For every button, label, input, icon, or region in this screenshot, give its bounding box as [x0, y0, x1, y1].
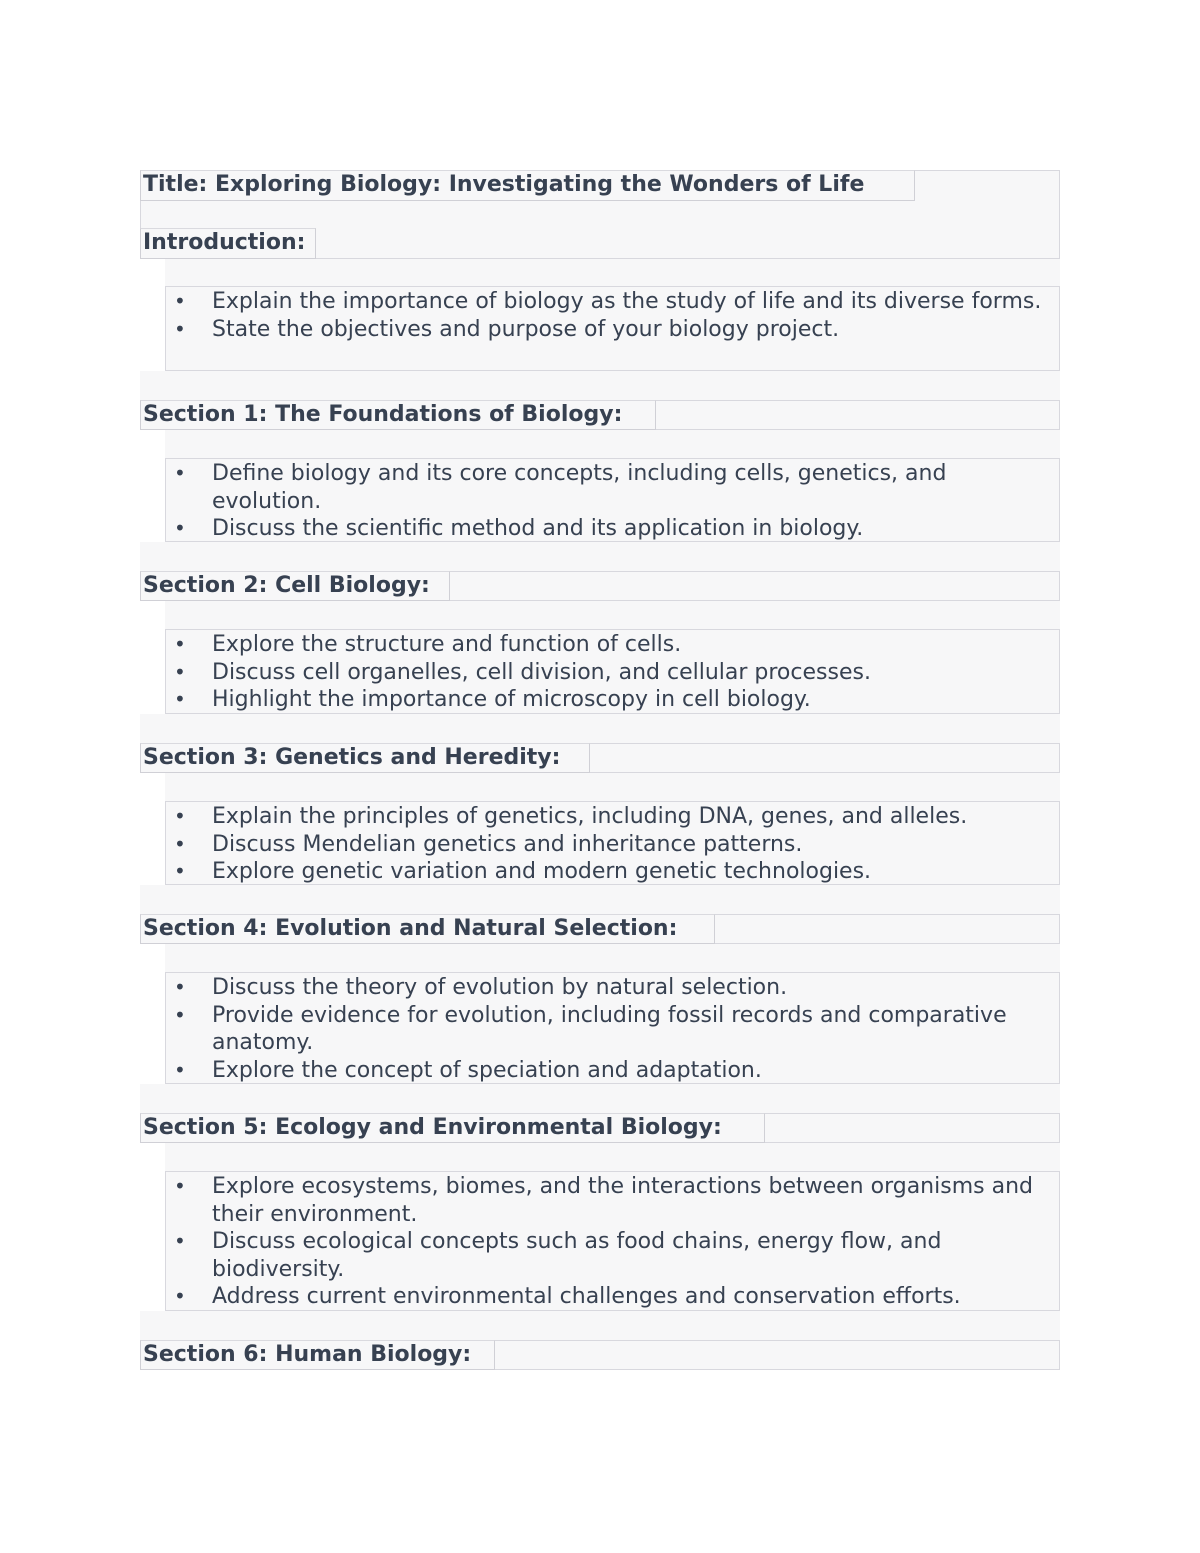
- list-item: • State the objectives and purpose of your biology project.: [166, 316, 1046, 344]
- spacer: [140, 1311, 1060, 1340]
- spacer: [165, 259, 1060, 286]
- list-item: • Address current environmental challenges and conservation efforts.: [166, 1283, 1046, 1311]
- list-item: • Explore the concept of speciation and adaptation.: [166, 1057, 1046, 1085]
- section-5-list: [166, 1173, 1046, 1311]
- spacer: [140, 1084, 1060, 1113]
- section-5-heading: Section 5: Ecology and Environmental Biology:: [143, 1115, 722, 1140]
- list-item: • Explore genetic variation and modern genetic technologies.: [166, 858, 1046, 886]
- section-2-list: [166, 631, 1046, 714]
- intro-list: [166, 288, 1046, 343]
- list-item: • Discuss Mendelian genetics and inheritance patterns.: [166, 831, 1046, 859]
- section-1-heading: Section 1: The Foundations of Biology:: [143, 402, 623, 427]
- list-item: • Explore ecosystems, biomes, and the interactions between organisms and their environment.: [166, 1173, 1046, 1228]
- spacer: [165, 944, 1060, 972]
- spacer: [140, 885, 1060, 914]
- spacer: [165, 601, 1060, 629]
- spacer: [140, 542, 1060, 571]
- list-item: • Explain the principles of genetics, including DNA, genes, and alleles.: [166, 803, 1046, 831]
- spacer: [165, 430, 1060, 458]
- spacer: [140, 371, 1060, 400]
- list-item: • Explain the importance of biology as the study of life and its diverse forms.: [166, 288, 1046, 316]
- section-1-list: [166, 460, 1046, 543]
- section-2-heading: Section 2: Cell Biology:: [143, 573, 430, 598]
- document-title: Title: Exploring Biology: Investigating the Wonders of Life: [143, 172, 865, 197]
- list-item: • Define biology and its core concepts, including cells, genetics, and evolution.: [166, 460, 1046, 515]
- list-item: • Explore the structure and function of cells.: [166, 631, 1046, 659]
- spacer: [165, 1143, 1060, 1171]
- intro-heading: Introduction:: [143, 230, 306, 255]
- section-3-list: [166, 803, 1046, 886]
- spacer: [165, 773, 1060, 801]
- section-6-heading: Section 6: Human Biology:: [143, 1342, 472, 1367]
- list-item: • Discuss the scientific method and its application in biology.: [166, 515, 1046, 543]
- section-3-heading: Section 3: Genetics and Heredity:: [143, 745, 561, 770]
- section-4-list: [166, 974, 1046, 1084]
- list-item: • Highlight the importance of microscopy in cell biology.: [166, 686, 1046, 714]
- list-item: • Discuss ecological concepts such as food chains, energy flow, and biodiversity.: [166, 1228, 1046, 1283]
- list-item: • Discuss cell organelles, cell division, and cellular processes.: [166, 659, 1046, 687]
- section-4-heading: Section 4: Evolution and Natural Selection:: [143, 916, 678, 941]
- list-item: • Discuss the theory of evolution by natural selection.: [166, 974, 1046, 1002]
- spacer: [140, 714, 1060, 743]
- list-item: • Provide evidence for evolution, including fossil records and comparative anatomy.: [166, 1002, 1046, 1057]
